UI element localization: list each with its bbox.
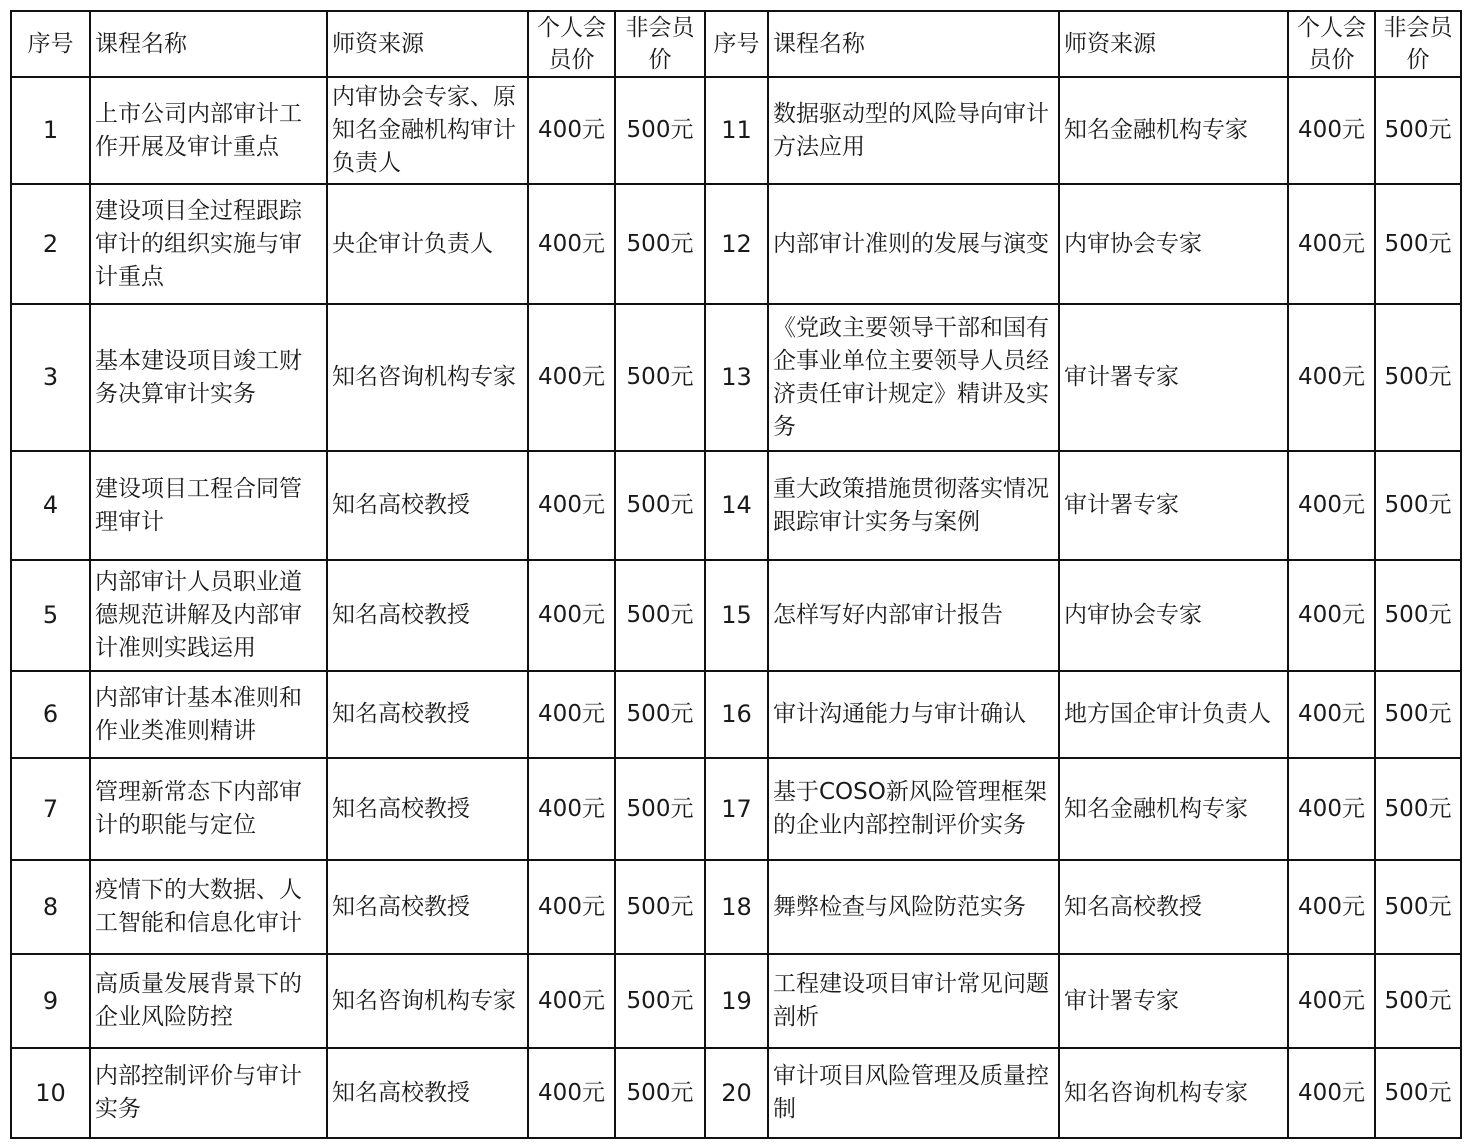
nonmember-price-cell: 500元 xyxy=(1375,860,1461,954)
teacher-source-cell: 审计署专家 xyxy=(1059,451,1288,560)
course-number-cell: 5 xyxy=(11,560,90,671)
header-member-price: 个人会员价 xyxy=(528,11,615,77)
course-name-cell: 高质量发展背景下的企业风险防控 xyxy=(90,954,327,1048)
teacher-source-cell: 地方国企审计负责人 xyxy=(1059,671,1288,758)
teacher-source-cell: 知名金融机构专家 xyxy=(1059,77,1288,184)
course-name-cell: 管理新常态下内部审计的职能与定位 xyxy=(90,758,327,860)
course-name-cell: 内部审计人员职业道德规范讲解及内部审计准则实践运用 xyxy=(90,560,327,671)
course-name-cell: 上市公司内部审计工作开展及审计重点 xyxy=(90,77,327,184)
header-source: 师资来源 xyxy=(1059,11,1288,77)
nonmember-price-cell: 500元 xyxy=(1375,671,1461,758)
teacher-source-cell: 内审协会专家、原知名金融机构审计负责人 xyxy=(327,77,528,184)
header-source: 师资来源 xyxy=(327,11,528,77)
course-table xyxy=(10,10,1462,1139)
nonmember-price-cell: 500元 xyxy=(615,304,705,451)
teacher-source-cell: 内审协会专家 xyxy=(1059,184,1288,304)
course-number-cell: 7 xyxy=(11,758,90,860)
member-price-cell: 400元 xyxy=(1288,860,1375,954)
course-name-cell: 建设项目工程合同管理审计 xyxy=(90,451,327,560)
course-number-cell: 15 xyxy=(705,560,768,671)
table-row xyxy=(11,451,1461,560)
teacher-source-cell: 审计署专家 xyxy=(1059,954,1288,1048)
nonmember-price-cell: 500元 xyxy=(615,184,705,304)
nonmember-price-cell: 500元 xyxy=(615,560,705,671)
nonmember-price-cell: 500元 xyxy=(1375,560,1461,671)
table-row xyxy=(11,77,1461,184)
teacher-source-cell: 知名金融机构专家 xyxy=(1059,758,1288,860)
member-price-cell: 400元 xyxy=(1288,304,1375,451)
course-number-cell: 4 xyxy=(11,451,90,560)
course-number-cell: 11 xyxy=(705,77,768,184)
member-price-cell: 400元 xyxy=(528,304,615,451)
course-number-cell: 10 xyxy=(11,1048,90,1138)
teacher-source-cell: 知名咨询机构专家 xyxy=(327,954,528,1048)
member-price-cell: 400元 xyxy=(528,954,615,1048)
table-row xyxy=(11,954,1461,1048)
member-price-cell: 400元 xyxy=(1288,1048,1375,1138)
header-nonmember-price: 非会员价 xyxy=(615,11,705,77)
table-row xyxy=(11,758,1461,860)
member-price-cell: 400元 xyxy=(528,758,615,860)
table-row xyxy=(11,184,1461,304)
course-name-cell: 基本建设项目竣工财务决算审计实务 xyxy=(90,304,327,451)
course-name-cell: 工程建设项目审计常见问题剖析 xyxy=(768,954,1059,1048)
nonmember-price-cell: 500元 xyxy=(615,860,705,954)
course-number-cell: 13 xyxy=(705,304,768,451)
course-name-cell: 审计项目风险管理及质量控制 xyxy=(768,1048,1059,1138)
table-row xyxy=(11,560,1461,671)
member-price-cell: 400元 xyxy=(528,451,615,560)
course-name-cell: 疫情下的大数据、人工智能和信息化审计 xyxy=(90,860,327,954)
course-name-cell: 审计沟通能力与审计确认 xyxy=(768,671,1059,758)
nonmember-price-cell: 500元 xyxy=(615,451,705,560)
course-number-cell: 6 xyxy=(11,671,90,758)
teacher-source-cell: 知名高校教授 xyxy=(327,451,528,560)
member-price-cell: 400元 xyxy=(1288,758,1375,860)
member-price-cell: 400元 xyxy=(528,1048,615,1138)
nonmember-price-cell: 500元 xyxy=(1375,77,1461,184)
table-row xyxy=(11,671,1461,758)
nonmember-price-cell: 500元 xyxy=(1375,451,1461,560)
course-number-cell: 14 xyxy=(705,451,768,560)
member-price-cell: 400元 xyxy=(528,860,615,954)
course-name-cell: 基于COSO新风险管理框架的企业内部控制评价实务 xyxy=(768,758,1059,860)
table-body xyxy=(11,77,1461,1138)
header-index: 序号 xyxy=(11,11,90,77)
course-number-cell: 20 xyxy=(705,1048,768,1138)
header-row xyxy=(11,11,1461,77)
course-name-cell: 内部控制评价与审计实务 xyxy=(90,1048,327,1138)
course-number-cell: 18 xyxy=(705,860,768,954)
teacher-source-cell: 审计署专家 xyxy=(1059,304,1288,451)
course-name-cell: 内部审计准则的发展与演变 xyxy=(768,184,1059,304)
nonmember-price-cell: 500元 xyxy=(615,671,705,758)
course-number-cell: 8 xyxy=(11,860,90,954)
course-number-cell: 3 xyxy=(11,304,90,451)
table-row xyxy=(11,860,1461,954)
nonmember-price-cell: 500元 xyxy=(1375,758,1461,860)
nonmember-price-cell: 500元 xyxy=(615,1048,705,1138)
member-price-cell: 400元 xyxy=(1288,954,1375,1048)
course-name-cell: 舞弊检查与风险防范实务 xyxy=(768,860,1059,954)
course-name-cell: 内部审计基本准则和作业类准则精讲 xyxy=(90,671,327,758)
teacher-source-cell: 知名咨询机构专家 xyxy=(1059,1048,1288,1138)
header-index: 序号 xyxy=(705,11,768,77)
member-price-cell: 400元 xyxy=(528,560,615,671)
member-price-cell: 400元 xyxy=(1288,451,1375,560)
member-price-cell: 400元 xyxy=(528,671,615,758)
header-course: 课程名称 xyxy=(768,11,1059,77)
header-nonmember-price: 非会员价 xyxy=(1375,11,1461,77)
teacher-source-cell: 内审协会专家 xyxy=(1059,560,1288,671)
nonmember-price-cell: 500元 xyxy=(615,954,705,1048)
course-number-cell: 1 xyxy=(11,77,90,184)
teacher-source-cell: 知名咨询机构专家 xyxy=(327,304,528,451)
member-price-cell: 400元 xyxy=(1288,184,1375,304)
course-number-cell: 12 xyxy=(705,184,768,304)
table-row xyxy=(11,304,1461,451)
table-row xyxy=(11,1048,1461,1138)
nonmember-price-cell: 500元 xyxy=(1375,954,1461,1048)
nonmember-price-cell: 500元 xyxy=(615,77,705,184)
course-name-cell: 重大政策措施贯彻落实情况跟踪审计实务与案例 xyxy=(768,451,1059,560)
nonmember-price-cell: 500元 xyxy=(1375,1048,1461,1138)
teacher-source-cell: 知名高校教授 xyxy=(327,860,528,954)
course-number-cell: 9 xyxy=(11,954,90,1048)
nonmember-price-cell: 500元 xyxy=(1375,184,1461,304)
teacher-source-cell: 知名高校教授 xyxy=(327,671,528,758)
member-price-cell: 400元 xyxy=(528,184,615,304)
teacher-source-cell: 知名高校教授 xyxy=(1059,860,1288,954)
member-price-cell: 400元 xyxy=(1288,560,1375,671)
course-name-cell: 数据驱动型的风险导向审计方法应用 xyxy=(768,77,1059,184)
teacher-source-cell: 央企审计负责人 xyxy=(327,184,528,304)
header-course: 课程名称 xyxy=(90,11,327,77)
nonmember-price-cell: 500元 xyxy=(1375,304,1461,451)
course-name-cell: 怎样写好内部审计报告 xyxy=(768,560,1059,671)
member-price-cell: 400元 xyxy=(1288,671,1375,758)
course-name-cell: 建设项目全过程跟踪审计的组织实施与审计重点 xyxy=(90,184,327,304)
course-number-cell: 17 xyxy=(705,758,768,860)
nonmember-price-cell: 500元 xyxy=(615,758,705,860)
table-header xyxy=(11,11,1461,77)
member-price-cell: 400元 xyxy=(1288,77,1375,184)
course-number-cell: 19 xyxy=(705,954,768,1048)
course-number-cell: 16 xyxy=(705,671,768,758)
teacher-source-cell: 知名高校教授 xyxy=(327,758,528,860)
member-price-cell: 400元 xyxy=(528,77,615,184)
teacher-source-cell: 知名高校教授 xyxy=(327,1048,528,1138)
course-name-cell: 《党政主要领导干部和国有企事业单位主要领导人员经济责任审计规定》精讲及实务 xyxy=(768,304,1059,451)
teacher-source-cell: 知名高校教授 xyxy=(327,560,528,671)
course-number-cell: 2 xyxy=(11,184,90,304)
header-member-price: 个人会员价 xyxy=(1288,11,1375,77)
